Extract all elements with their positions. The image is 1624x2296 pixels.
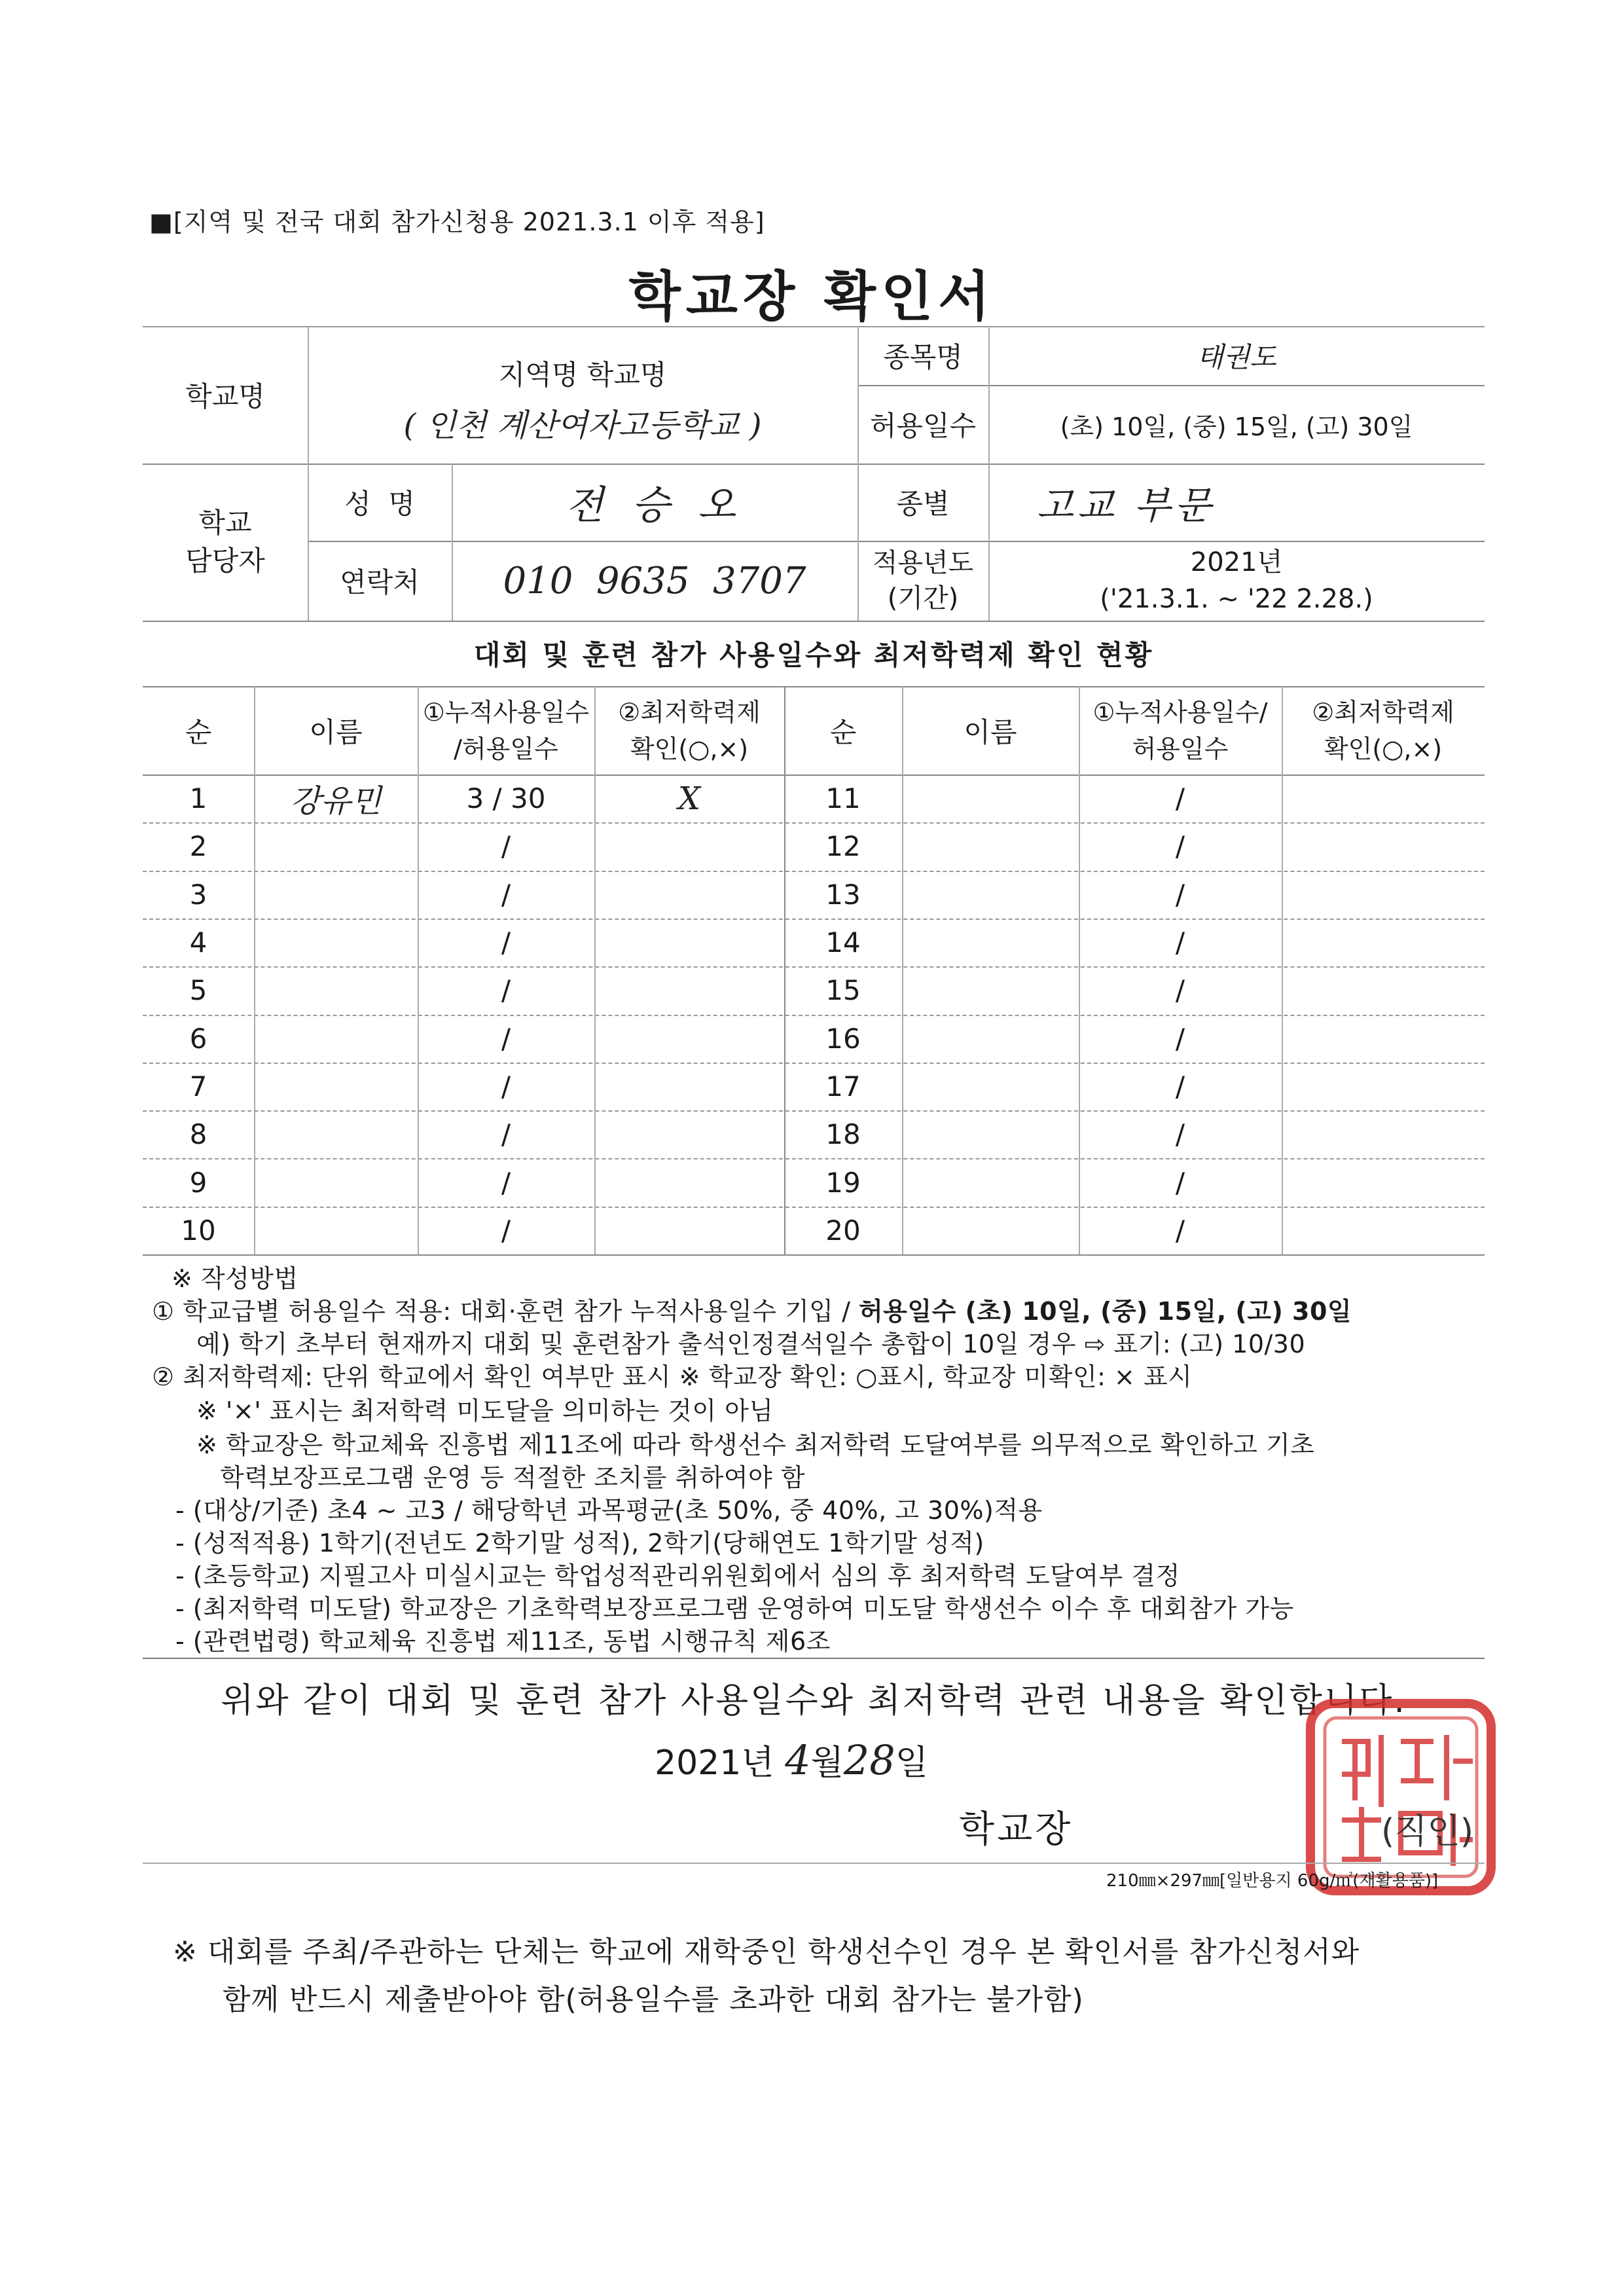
row-days-field[interactable]: /: [501, 926, 511, 959]
row-days-field-right[interactable]: /: [1175, 782, 1185, 815]
page-title: 학교장 확인서: [628, 266, 996, 328]
row-days-field[interactable]: /: [501, 1070, 511, 1102]
row-name-field[interactable]: [254, 1110, 418, 1158]
row-check-field[interactable]: X: [677, 780, 701, 817]
row-days-field-right[interactable]: /: [1175, 1166, 1185, 1199]
row-num-right: 12: [825, 830, 861, 863]
row-name-field-right[interactable]: [902, 1207, 1079, 1254]
period-value-line2: ('21.3.1. ~ '22 2.28.): [1100, 584, 1373, 614]
row-name-field[interactable]: [254, 966, 418, 1014]
row-check-field[interactable]: [594, 966, 784, 1014]
row-num-right: 18: [825, 1118, 861, 1151]
row-days-field[interactable]: /: [501, 974, 511, 1007]
row-num: 8: [189, 1118, 208, 1151]
school-sub-label: 지역명 학교명: [498, 359, 667, 391]
date-year: 2021년: [655, 1743, 774, 1783]
row-name-field[interactable]: [254, 919, 418, 966]
period-value-line1: 2021년: [1190, 547, 1283, 577]
contact-label-line2: 담당자: [185, 545, 265, 577]
row-days-field[interactable]: /: [501, 1214, 511, 1247]
row-check-field-right[interactable]: [1282, 919, 1485, 966]
row-num-right: 11: [825, 782, 861, 815]
date-month[interactable]: 4: [785, 1736, 811, 1784]
row-num: 1: [189, 782, 208, 815]
allowed-days-value: (초) 10일, (중) 15일, (고) 30일: [1060, 412, 1413, 441]
instructions-heading: ※ 작성방법: [171, 1264, 298, 1293]
row-check-field-right[interactable]: [1282, 966, 1485, 1014]
allowed-days-label: 허용일수: [869, 410, 977, 442]
row-check-field[interactable]: [594, 871, 784, 919]
row-name-field[interactable]: [254, 1063, 418, 1110]
row-num-right: 13: [825, 878, 861, 911]
footer-note-line2: 함께 반드시 제출받아야 함(허용일수를 초과한 대회 참가는 불가함): [223, 1983, 1084, 2016]
row-num: 4: [189, 926, 208, 959]
instruction-line-3: ② 최저학력제: 단위 학교에서 확인 여부만 표시 ※ 학교장 확인: ○표시, 학교장 미확인: × 표시: [152, 1362, 1193, 1391]
row-num: 9: [189, 1166, 208, 1199]
phone-field[interactable]: 010 9635 3707: [503, 559, 806, 602]
date-day-unit: 일: [895, 1743, 928, 1783]
row-num: 2: [189, 830, 208, 863]
instruction-line-8: - (성적적용) 1학기(전년도 2학기말 성적), 2학기(당해연도 1학기말 성적): [175, 1529, 984, 1558]
header-name-right: 이름: [964, 716, 1017, 748]
row-num-right: 19: [825, 1166, 861, 1199]
sport-value[interactable]: 태권도: [1197, 341, 1276, 373]
row-check-field[interactable]: [594, 919, 784, 966]
instruction-line-1: [152, 1291, 1352, 1327]
signature-date: [655, 1735, 928, 1784]
category-label: 종별: [896, 488, 950, 520]
row-num-right: 16: [825, 1022, 861, 1055]
row-name-field-right[interactable]: [902, 966, 1079, 1014]
instruction-line-10: - (최저학력 미도달) 학교장은 기초학력보장프로그램 운영하여 미도달 학생선수 이수 후 대회참가 가능: [175, 1594, 1294, 1623]
instruction-line-6: 학력보장프로그램 운영 등 적절한 조치를 취하여야 함: [220, 1463, 806, 1492]
row-name-field[interactable]: 강유민: [290, 783, 382, 820]
row-days-field[interactable]: /: [501, 878, 511, 911]
header-check-right-line2: 확인(○,×): [1324, 734, 1443, 763]
header-days: [418, 686, 594, 774]
row-check-field-right[interactable]: [1282, 822, 1485, 870]
row-days-field[interactable]: 3 / 30: [466, 782, 546, 815]
confirmation-text: 위와 같이 대회 및 훈련 참가 사용일수와 최저학력 관련 내용을 확인합니다.: [221, 1681, 1407, 1721]
row-num: 7: [189, 1070, 208, 1102]
contact-label-line1: 학교: [198, 507, 252, 539]
header-days-right-line1: ①누적사용일수/: [1092, 697, 1268, 727]
row-num-right: 17: [825, 1070, 861, 1102]
row-num: 5: [189, 974, 208, 1007]
footer-note-line1: ※ 대회를 주최/주관하는 단체는 학교에 재학중인 학생선수인 경우 본 확인서를 참가신청서와: [173, 1935, 1360, 1969]
row-name-field-right[interactable]: [902, 871, 1079, 919]
row-days-field-right[interactable]: /: [1175, 830, 1185, 863]
header-check-right: [1282, 686, 1485, 774]
row-num-right: 20: [825, 1214, 861, 1247]
section-title: 대회 및 훈련 참가 사용일수와 최저학력제 확인 현황: [473, 639, 1154, 671]
instruction-line-1a: ① 학교급별 허용일수 적용: 대회·훈련 참가 누적사용일수 기입 /: [152, 1297, 859, 1326]
instruction-line-7: - (대상/기준) 초4 ~ 고3 / 해당학년 과목평균(초 50%, 중 40%, 고 30%)적용: [175, 1496, 1043, 1525]
period-label-line2: (기간): [887, 583, 959, 613]
row-name-field-right[interactable]: [902, 919, 1079, 966]
row-num-right: 14: [825, 926, 861, 959]
sport-label: 종목명: [883, 341, 963, 373]
row-days-field[interactable]: /: [501, 1022, 511, 1055]
period-label-line1: 적용년도: [872, 548, 974, 578]
date-day[interactable]: 28: [843, 1736, 895, 1784]
school-label: 학교명: [185, 380, 265, 412]
row-name-field[interactable]: [254, 871, 418, 919]
row-name-field[interactable]: [254, 822, 418, 870]
row-name-field-right[interactable]: [902, 1110, 1079, 1158]
paper-spec: 210㎜×297㎜[일반용지 60g/㎡(재활용품)]: [1106, 1871, 1439, 1891]
row-name-field-right[interactable]: [902, 1158, 1079, 1206]
row-name-field[interactable]: [254, 1207, 418, 1254]
row-num: 10: [181, 1214, 216, 1247]
principal-label: 학교장: [959, 1808, 1074, 1851]
row-check-field[interactable]: [594, 1015, 784, 1063]
row-check-field[interactable]: [594, 1207, 784, 1254]
instruction-line-5: ※ 학교장은 학교체육 진흥법 제11조에 따라 학생선수 최저학력 도달여부를 의무적으로 확인하고 기초: [196, 1430, 1315, 1459]
header-days-right: [1079, 686, 1282, 774]
contact-label: [143, 464, 308, 621]
row-name-field[interactable]: [254, 1015, 418, 1063]
header-num: 순: [185, 716, 212, 748]
row-name-field-right[interactable]: [902, 774, 1079, 822]
header-check-line1: ②최저학력제: [618, 697, 761, 727]
instruction-line-4: ※ '×' 표시는 최저학력 미도달을 의미하는 것이 아님: [196, 1396, 774, 1425]
category-field[interactable]: 고교 부문: [1036, 483, 1216, 528]
row-check-field[interactable]: [594, 822, 784, 870]
row-days-field[interactable]: /: [501, 830, 511, 863]
row-days-field-right[interactable]: /: [1175, 1214, 1185, 1247]
row-days-field-right[interactable]: /: [1175, 1118, 1185, 1151]
row-check-field-right[interactable]: [1282, 871, 1485, 919]
row-days-field-right[interactable]: /: [1175, 878, 1185, 911]
row-name-field-right[interactable]: [902, 1063, 1079, 1110]
row-check-field[interactable]: [594, 1110, 784, 1158]
row-days-field[interactable]: /: [501, 1166, 511, 1199]
header-check: [594, 686, 784, 774]
row-name-field-right[interactable]: [902, 822, 1079, 870]
row-check-field-right[interactable]: [1282, 1015, 1485, 1063]
header-name: 이름: [309, 716, 363, 748]
header-days-line1: ①누적사용일수: [422, 697, 590, 727]
period-value: [988, 541, 1485, 621]
header-days-right-line2: 허용일수: [1132, 734, 1229, 763]
date-month-unit: 월: [810, 1743, 844, 1783]
header-check-line2: 확인(○,×): [630, 734, 749, 763]
row-check-field-right[interactable]: [1282, 1110, 1485, 1158]
row-days-field-right[interactable]: /: [1175, 926, 1185, 959]
row-days-field-right[interactable]: /: [1175, 974, 1185, 1007]
instruction-line-11: - (관련법령) 학교체육 진흥법 제11조, 동법 시행규칙 제6조: [175, 1627, 831, 1656]
instruction-line-2: 예) 학기 초부터 현재까지 대회 및 훈련참가 출석인정결석일수 총합이 10일 경우 ⇨ 표기: (고) 10/30: [196, 1330, 1306, 1358]
row-num: 3: [189, 878, 208, 911]
phone-label: 연락처: [340, 566, 420, 598]
row-check-field-right[interactable]: [1282, 774, 1485, 822]
form-header-note: ■[지역 및 전국 대회 참가신청용 2021.3.1 이후 적용]: [149, 208, 765, 236]
row-num-right: 15: [825, 974, 861, 1007]
name-field[interactable]: 전 승 오: [565, 483, 744, 528]
row-check-field-right[interactable]: [1282, 1158, 1485, 1206]
header-days-line2: /허용일수: [454, 734, 558, 763]
header-check-right-line1: ②최저학력제: [1312, 697, 1454, 727]
instruction-line-1b: 허용일수 (초) 10일, (중) 15일, (고) 30일: [858, 1297, 1352, 1326]
row-days-field[interactable]: /: [501, 1118, 511, 1151]
school-name-field[interactable]: ( 인천 계산여자고등학교 ): [403, 407, 762, 444]
row-num: 6: [189, 1022, 208, 1055]
row-check-field[interactable]: [594, 1063, 784, 1110]
header-num-right: 순: [829, 716, 857, 748]
row-days-field-right[interactable]: /: [1175, 1022, 1185, 1055]
row-check-field[interactable]: [594, 1158, 784, 1206]
row-name-field-right[interactable]: [902, 1015, 1079, 1063]
row-check-field-right[interactable]: [1282, 1207, 1485, 1254]
instruction-line-9: - (초등학교) 지필고사 미실시교는 학업성적관리위원회에서 심의 후 최저학력 도달여부 결정: [175, 1561, 1180, 1590]
row-days-field-right[interactable]: /: [1175, 1070, 1185, 1102]
seal-label: (직인): [1381, 1812, 1474, 1851]
period-label: [857, 541, 988, 621]
name-label: 성 명: [344, 488, 415, 520]
row-check-field-right[interactable]: [1282, 1063, 1485, 1110]
row-name-field[interactable]: [254, 1158, 418, 1206]
